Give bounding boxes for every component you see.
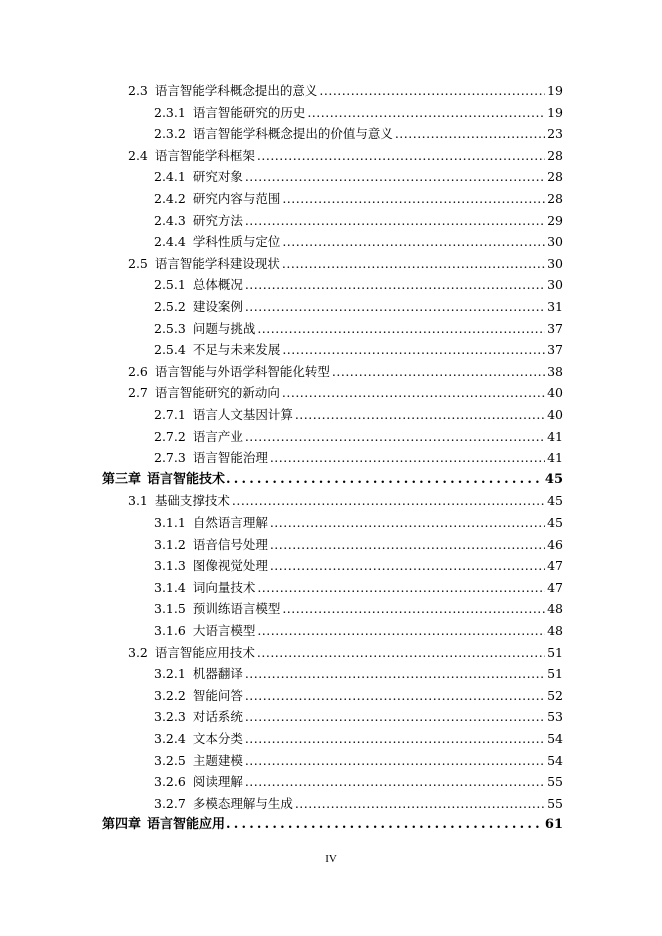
toc-entry-title: 自然语言理解 bbox=[192, 515, 268, 530]
toc-leader-dots bbox=[226, 816, 539, 834]
toc-entry-page: 51 bbox=[547, 644, 563, 660]
toc-entry[interactable] bbox=[154, 730, 563, 748]
page-number: IV bbox=[325, 853, 337, 865]
toc-entry-number: 3.2.6 bbox=[154, 774, 186, 790]
toc-entry-number: 3.2.1 bbox=[154, 666, 186, 682]
toc-entry[interactable] bbox=[154, 233, 563, 251]
toc-entry-title: 语音信号处理 bbox=[192, 536, 268, 552]
toc-entry-page: 29 bbox=[547, 212, 563, 228]
toc-entry-number: 第三章 bbox=[102, 471, 142, 487]
toc-entry[interactable] bbox=[154, 622, 563, 640]
toc-entry-title: 大语言模型 bbox=[192, 623, 256, 638]
toc-entry-number: 3.2.2 bbox=[154, 687, 186, 703]
toc-entry-page: 54 bbox=[547, 731, 563, 746]
toc-entry-page: 37 bbox=[547, 320, 563, 336]
toc-entry-title: 预训练语言模型 bbox=[192, 601, 281, 617]
toc-entry-number: 3.1.2 bbox=[154, 536, 186, 552]
toc-entry[interactable] bbox=[154, 212, 563, 230]
toc-leader-dots bbox=[270, 449, 545, 467]
toc-entry-page: 54 bbox=[547, 752, 563, 768]
toc-entry-page: 19 bbox=[547, 83, 563, 98]
toc-entry-title: 研究方法 bbox=[192, 212, 243, 228]
toc-entry[interactable] bbox=[154, 708, 563, 726]
toc-entry-number: 3.1.1 bbox=[154, 515, 186, 530]
toc-entry[interactable] bbox=[128, 384, 563, 402]
toc-entry-number: 2.7.3 bbox=[154, 450, 186, 466]
toc-entry-page: 28 bbox=[547, 169, 563, 185]
toc-entry-number: 2.5.4 bbox=[154, 342, 186, 358]
toc-leader-dots bbox=[245, 665, 545, 683]
toc-entry-page: 28 bbox=[547, 147, 563, 163]
toc-leader-dots bbox=[257, 320, 545, 338]
toc-leader-dots bbox=[295, 795, 545, 813]
toc-chapter-entry[interactable] bbox=[102, 816, 563, 834]
toc-entry-page: 38 bbox=[547, 363, 563, 379]
toc-leader-dots bbox=[257, 147, 545, 165]
toc-entry-title: 多模态理解与生成 bbox=[192, 795, 293, 811]
toc-entry-number: 3.1.4 bbox=[154, 579, 186, 595]
toc-entry-number: 2.7 bbox=[128, 385, 148, 401]
toc-leader-dots bbox=[245, 752, 545, 770]
toc-entry-number: 3.2 bbox=[128, 644, 148, 660]
toc-entry[interactable] bbox=[154, 600, 563, 618]
toc-entry-title: 主题建模 bbox=[192, 752, 243, 768]
toc-entry[interactable] bbox=[154, 406, 563, 424]
toc-entry-title: 语言人文基因计算 bbox=[192, 407, 293, 422]
toc-entry-number: 3.1.3 bbox=[154, 558, 186, 574]
toc-leader-dots bbox=[395, 125, 545, 143]
toc-entry-title: 研究对象 bbox=[192, 169, 243, 185]
toc-leader-dots bbox=[282, 384, 545, 402]
toc-entry-title: 语言智能研究的历史 bbox=[192, 104, 306, 120]
toc-entry[interactable] bbox=[154, 449, 563, 467]
toc-entry-page: 23 bbox=[547, 126, 563, 142]
toc-chapter-entry[interactable] bbox=[102, 471, 563, 489]
toc-entry-title: 语言智能治理 bbox=[192, 450, 268, 466]
toc-entry-page: 19 bbox=[547, 104, 563, 120]
toc-entry-title: 图像视觉处理 bbox=[192, 558, 268, 574]
toc-entry-title: 对话系统 bbox=[192, 709, 243, 725]
toc-entry-page: 52 bbox=[547, 687, 563, 703]
toc-entry-page: 53 bbox=[547, 709, 563, 725]
toc-leader-dots bbox=[226, 471, 539, 489]
toc-entry-page: 28 bbox=[547, 191, 563, 206]
toc-leader-dots bbox=[270, 557, 545, 575]
toc-entry-number: 2.4.4 bbox=[154, 234, 186, 250]
toc-leader-dots bbox=[295, 406, 545, 424]
toc-entry-number: 2.5 bbox=[128, 255, 148, 271]
toc-leader-dots bbox=[319, 82, 545, 100]
toc-entry-title: 基础支撑技术 bbox=[154, 493, 230, 509]
toc-leader-dots bbox=[332, 363, 545, 381]
toc-entry[interactable] bbox=[154, 104, 563, 122]
toc-entry-number: 3.2.7 bbox=[154, 795, 186, 811]
toc-leader-dots bbox=[257, 579, 545, 597]
toc-entry-page: 45 bbox=[544, 471, 563, 487]
toc-entry-title: 建设案例 bbox=[192, 299, 243, 314]
toc-entry-title: 机器翻译 bbox=[192, 666, 243, 682]
toc-entry-page: 45 bbox=[547, 493, 563, 509]
toc-leader-dots bbox=[245, 212, 545, 230]
toc-entry-number: 2.3 bbox=[128, 83, 148, 98]
toc-entry-title: 语言智能与外语学科智能化转型 bbox=[154, 363, 330, 379]
toc-leader-dots bbox=[245, 708, 545, 726]
toc-entry-title: 语言智能研究的新动向 bbox=[154, 385, 280, 401]
toc-entry-number: 3.2.4 bbox=[154, 731, 186, 746]
toc-entry-number: 2.6 bbox=[128, 363, 148, 379]
toc-entry[interactable] bbox=[154, 125, 563, 143]
toc-entry-number: 2.5.3 bbox=[154, 320, 186, 336]
toc-leader-dots bbox=[270, 514, 545, 532]
toc-leader-dots bbox=[282, 190, 545, 208]
toc-entry-title: 词向量技术 bbox=[192, 579, 256, 595]
toc-entry-number: 3.2.5 bbox=[154, 752, 186, 768]
toc-entry-page: 61 bbox=[544, 817, 563, 833]
toc-entry-title: 阅读理解 bbox=[192, 774, 243, 790]
toc-entry[interactable] bbox=[154, 168, 563, 186]
toc-entry[interactable] bbox=[128, 82, 563, 100]
toc-entry-page: 30 bbox=[547, 234, 563, 250]
toc-entry-page: 48 bbox=[547, 623, 563, 638]
toc-entry[interactable] bbox=[154, 276, 563, 294]
toc-leader-dots bbox=[257, 644, 545, 662]
toc-leader-dots bbox=[232, 492, 545, 510]
toc-entry-title: 研究内容与范围 bbox=[192, 191, 281, 206]
toc-leader-dots bbox=[270, 536, 545, 554]
toc-entry-page: 37 bbox=[547, 342, 563, 358]
toc-leader-dots bbox=[245, 687, 545, 705]
toc-entry-number: 3.1.5 bbox=[154, 601, 186, 617]
toc-entry[interactable] bbox=[154, 514, 563, 532]
toc-entry-title: 语言产业 bbox=[192, 428, 243, 444]
toc-entry-title: 语言智能学科概念提出的意义 bbox=[154, 83, 318, 98]
toc-leader-dots bbox=[245, 276, 545, 294]
toc-entry-page: 55 bbox=[547, 795, 563, 811]
toc-entry[interactable] bbox=[154, 536, 563, 554]
toc-entry[interactable] bbox=[154, 190, 563, 208]
toc-entry-page: 55 bbox=[547, 774, 563, 790]
toc-entry-page: 48 bbox=[547, 601, 563, 617]
toc-entry-page: 40 bbox=[547, 385, 563, 401]
toc-entry-number: 2.3.2 bbox=[154, 126, 186, 142]
toc-entry-number: 第四章 bbox=[102, 817, 142, 833]
toc-leader-dots bbox=[245, 298, 545, 316]
toc-entry[interactable] bbox=[154, 428, 563, 446]
toc-entry-title: 语言智能应用 bbox=[147, 817, 226, 833]
toc-entry-number: 2.5.2 bbox=[154, 299, 186, 314]
toc-entry-number: 2.5.1 bbox=[154, 277, 186, 293]
toc-entry-title: 语言智能学科建设现状 bbox=[154, 255, 280, 271]
toc-leader-dots bbox=[282, 233, 545, 251]
toc-leader-dots bbox=[245, 168, 545, 186]
toc-entry-title: 语言智能应用技术 bbox=[154, 644, 255, 660]
toc-entry-page: 40 bbox=[547, 407, 563, 422]
toc-entry-page: 47 bbox=[547, 558, 563, 574]
toc-entry-page: 46 bbox=[547, 536, 563, 552]
toc-entry[interactable] bbox=[154, 752, 563, 770]
toc-entry[interactable] bbox=[154, 687, 563, 705]
toc-leader-dots bbox=[282, 341, 545, 359]
toc-entry-page: 30 bbox=[547, 277, 563, 293]
toc-leader-dots bbox=[282, 600, 545, 618]
toc-entry-title: 学科性质与定位 bbox=[192, 234, 281, 250]
toc-entry-title: 文本分类 bbox=[192, 731, 243, 746]
toc-entry-page: 41 bbox=[547, 450, 563, 466]
toc-leader-dots bbox=[282, 255, 545, 273]
toc-leader-dots bbox=[307, 104, 545, 122]
toc-entry-title: 智能问答 bbox=[192, 687, 243, 703]
toc-entry-title: 问题与挑战 bbox=[192, 320, 256, 336]
toc-entry[interactable] bbox=[154, 795, 563, 813]
toc-entry-number: 3.1.6 bbox=[154, 623, 186, 638]
toc-entry[interactable] bbox=[154, 773, 563, 791]
toc-entry[interactable] bbox=[128, 363, 563, 381]
toc-entry-number: 3.1 bbox=[128, 493, 148, 509]
toc-entry-page: 51 bbox=[547, 666, 563, 682]
toc-entry[interactable] bbox=[128, 644, 563, 662]
toc-entry[interactable] bbox=[128, 255, 563, 273]
toc-entry-number: 3.2.3 bbox=[154, 709, 186, 725]
toc-entry[interactable] bbox=[128, 492, 563, 510]
toc-entry-page: 31 bbox=[547, 299, 563, 314]
toc-entry-title: 总体概况 bbox=[192, 277, 243, 293]
toc-entry[interactable] bbox=[154, 665, 563, 683]
toc-entry-page: 47 bbox=[547, 579, 563, 595]
toc-entry[interactable] bbox=[154, 320, 563, 338]
toc-leader-dots bbox=[245, 428, 545, 446]
toc-entry-number: 2.4 bbox=[128, 147, 148, 163]
toc-entry-number: 2.7.2 bbox=[154, 428, 186, 444]
toc-entry-title: 语言智能学科概念提出的价值与意义 bbox=[192, 126, 393, 142]
toc-entry[interactable] bbox=[128, 147, 563, 165]
toc-entry[interactable] bbox=[154, 557, 563, 575]
toc-leader-dots bbox=[245, 730, 545, 748]
toc-entry-page: 45 bbox=[547, 515, 563, 530]
toc-entry[interactable] bbox=[154, 341, 563, 359]
toc-entry-number: 2.3.1 bbox=[154, 104, 186, 120]
toc-entry-page: 41 bbox=[547, 428, 563, 444]
toc-entry-number: 2.4.1 bbox=[154, 169, 186, 185]
toc-entry[interactable] bbox=[154, 298, 563, 316]
toc-entry[interactable] bbox=[154, 579, 563, 597]
toc-entry-number: 2.4.2 bbox=[154, 191, 186, 206]
toc-entry-number: 2.7.1 bbox=[154, 407, 186, 422]
toc-entry-title: 语言智能学科框架 bbox=[154, 147, 255, 163]
toc-leader-dots bbox=[245, 773, 545, 791]
toc-entry-title: 语言智能技术 bbox=[147, 471, 226, 487]
toc-entry-title: 不足与未来发展 bbox=[192, 342, 281, 358]
toc-leader-dots bbox=[257, 622, 545, 640]
toc-entry-page: 30 bbox=[547, 255, 563, 271]
toc-entry-number: 2.4.3 bbox=[154, 212, 186, 228]
